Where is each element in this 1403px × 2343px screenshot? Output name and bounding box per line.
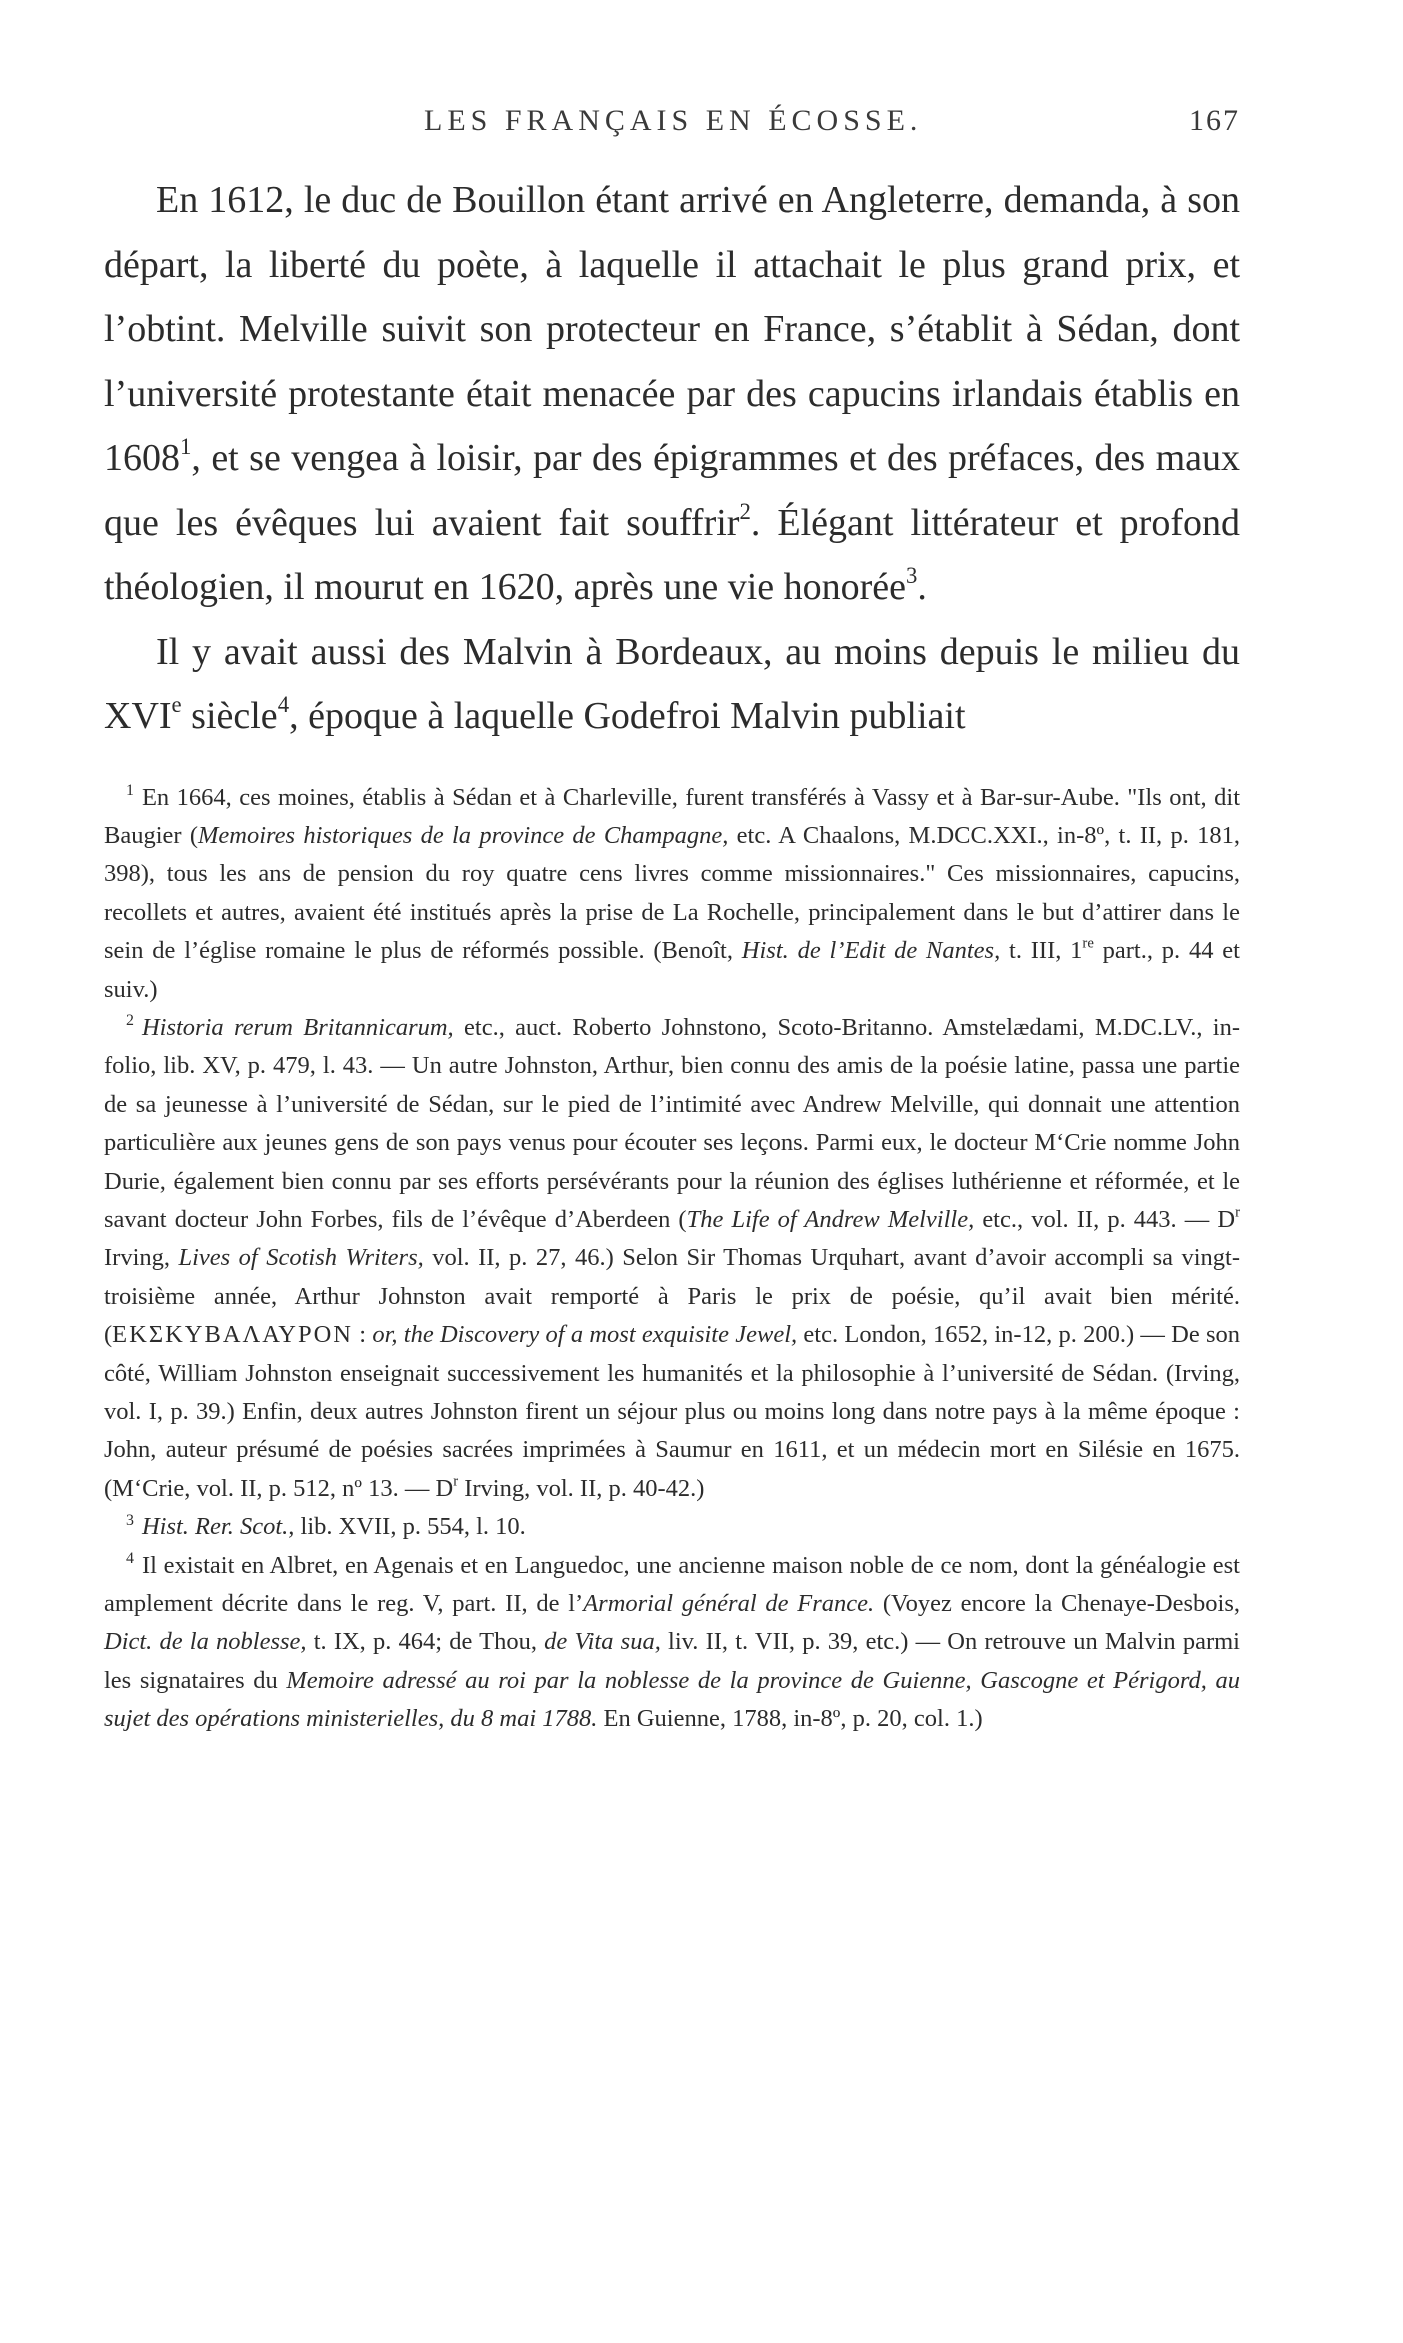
book-page <box>104 104 1240 1739</box>
footnote-ref: 2 <box>739 498 751 524</box>
paragraph: En 1612, le duc de Bouillon étant arrivé en Angleterre, demanda, à son départ, la liberté du poète, à laquelle il attachait le plus grand prix, et l’obtint. Melville suivit son protecteur en France, s’établit à Sédan, dont l’université protestante était menacée par des capucins irlandais établis en 1608$^1$, et se vengea à loisir, par des épigrammes et des préfaces, des maux que les évêques lui avaient fait souffrir$^2$. Élégant littérateur et profond théologien, il mourut en 1620, après une vie honorée$^3$. <box>104 179 1240 608</box>
footnote-ref: 3 <box>906 563 918 589</box>
main-text <box>104 168 1240 749</box>
footnote-number: 4 <box>126 1550 134 1568</box>
greek-title: ΕΚΣΚΥΒΑΛΑΥΡΟΝ <box>112 1321 353 1349</box>
running-header <box>104 104 1240 148</box>
footnote-number: 2 <box>126 1012 134 1030</box>
footnote: $^3$ Hist. Rer. Scot., lib. XVII, p. 554, l. 10. <box>126 1511 526 1541</box>
footnote: $^2$ Historia rerum Britannicarum, etc., auct. Roberto Johnstono, Scoto-Britanno. Amstelædami, M.DC.LV., in-folio, lib. XV, p. 479, l. 43. — Un autre Johnston, Arthur, bien connu des amis de la poésie latine, passa une partie de sa jeunesse à l’université de Sédan, sur le pied de l’intimité avec Andrew Melville, qui donnait une attention particulière aux jeunes gens de son pays venus pour écouter ses leçons. Parmi eux, le docteur M‘Crie nomme John Durie, également bien connu par ses efforts persévérants pour la réunion des églises luthérienne et réformée, et le savant docteur John Forbes, fils de l’évêque d’Aberdeen (The Life of Andrew Melville, etc., vol. II, p. 443. — $D^r$ Irving, Lives of Scotish Writers, vol. II, p. 27, 46.) Selon Sir Thomas Urquhart, avant d’avoir accompli sa vingt-troisième année, Arthur Johnston avait remporté à Paris le prix de poésie, qu’il avait bien mérité. (ΕΚΣΚΥΒΑΛΑΥΡΟΝ : or, the Discovery of a most exquisite Jewel, etc. London, 1652, in-12, p. 200.) — De son côté, William Johnston enseignait successivement les humanités et la philosophie à l’université de Sédan. (Irving, vol. I, p. 39.) Enfin, deux autres Johnston firent un séjour plus ou moins long dans notre pays à la même époque : John, auteur présumé de poésies sacrées imprimées à Saumur en 1611, et un médecin mort en Silésie en 1675. (M‘Crie, vol. II, p. 512, nº 13. — $D^r$ Irving, vol. II, p. 40-42.) <box>104 1012 1241 1502</box>
footnote: $^4$ Il existait en Albret, en Agenais et en Languedoc, une ancienne maison noble de ce nom, dont la généalogie est amplement décrite dans le reg. V, part. II, de l’Armorial général de France. (Voyez encore la Chenaye-Desbois, Dict. de la noblesse, t. IX, p. 464; de Thou, de Vita sua, liv. II, t. VII, p. 39, etc.) — On retrouve un Malvin parmi les signataires du Memoire adressé au roi par la noblesse de la province de Guienne, Gascogne et Périgord, au sujet des opérations ministerielles, du 8 mai 1788. En Guienne, 1788, in-8º, p. 20, col. 1.) <box>104 1550 1240 1733</box>
footnote: $^1$ En 1664, ces moines, établis à Sédan et à Charleville, furent transférés à Vassy et à Bar-sur-Aube. "Ils ont, dit Baugier (Memoires historiques de la province de Champagne, etc. A Chaalons, M.DCC.XXI., in-8º, t. II, p. 181, 398), tous les ans de pension du roy quatre cens livres comme missionnaires." Ces missionnaires, capucins, recollets et autres, avaient été institués après la prise de La Rochelle, principalement dans le but d’attirer dans le sein de l’église romaine le plus de réformés possible. (Benoît, Hist. de l’Edit de Nantes, t. III, 1re part., p. 44 et suiv.) <box>104 781 1241 1003</box>
page-number: 167 <box>1189 104 1240 137</box>
footnote-number: 3 <box>126 1511 134 1529</box>
footnote-ref: 4 <box>277 692 290 718</box>
running-title: LES FRANÇAIS EN ÉCOSSE. <box>424 104 923 137</box>
paragraph: Il y avait aussi des Malvin à Bordeaux, au moins depuis le milieu du XVIe siècle$^4$, époque à laquelle Godefroi Malvin publiait <box>104 630 1240 737</box>
footnote-number: 1 <box>126 781 134 799</box>
footnotes <box>104 779 1240 1739</box>
footnote-ref: 1 <box>180 434 192 460</box>
